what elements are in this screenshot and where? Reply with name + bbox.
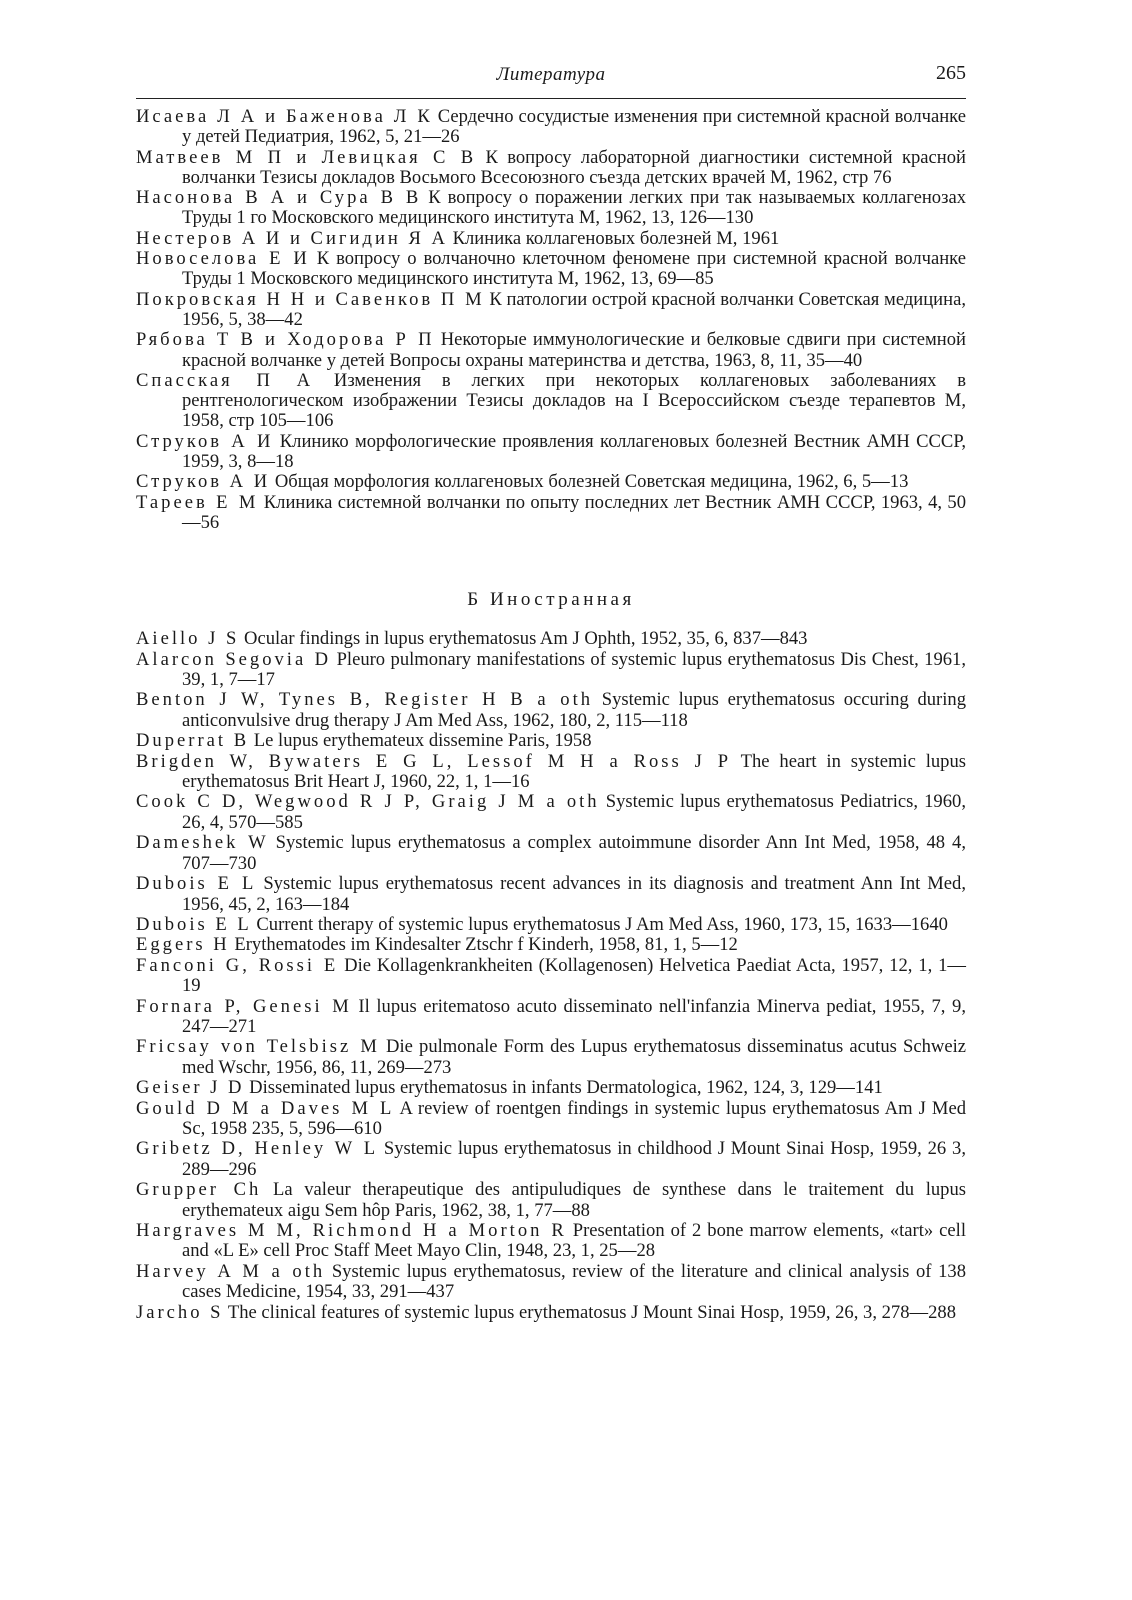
reference-entry (136, 935, 966, 955)
reference-text: Pleuro pulmonary manifestations of systemic lupus erythematosus Dis Chest, 1961, 39, 1, 7—17 (182, 648, 966, 691)
reference-entry (136, 833, 966, 874)
reference-author: Geiser J D (136, 1077, 245, 1099)
reference-author: Матвеев М П и Левицкая С В (136, 146, 477, 168)
reference-text: Ocular findings in lupus erythematosus Am J Ophth, 1952, 35, 6, 837—843 (244, 628, 808, 650)
reference-author: Cook C D, Wegwood R J P, Graig J M a oth (136, 791, 600, 813)
reference-entry (136, 1262, 966, 1303)
reference-author: Fanconi G, Rossi E (136, 954, 339, 976)
reference-entry (136, 107, 966, 148)
reference-text: Die pulmonale Form des Lupus erythematosus disseminatus acutus Schweiz med Wschr, 1956, 86, 11, 269—273 (182, 1036, 966, 1078)
reference-author: Harvey A M a oth (136, 1260, 326, 1282)
reference-entry (136, 690, 966, 731)
reference-entry (136, 792, 966, 833)
reference-text: К патологии острой красной волчанки Советская медицина, 1956, 5, 38—42 (182, 288, 966, 330)
reference-entry (136, 432, 966, 473)
reference-text: Сердечно сосудистые изменения при системной красной волчанке у детей Педиатрия, 1962, 5, 21—26 (182, 106, 967, 148)
reference-entry (136, 1099, 966, 1140)
reference-entry (136, 1078, 966, 1098)
reference-author: Eggers H (136, 934, 230, 956)
reference-entry (136, 330, 966, 371)
reference-entry (136, 752, 966, 793)
reference-text: Il lupus eritematoso acuto disseminato nell'infanzia Minerva pediat, 1955, 7, 9, 247—271 (182, 995, 966, 1037)
reference-text: Systemic lupus erythematosus in childhood J Mount Sinai Hosp, 1959, 26 3, 289—296 (182, 1138, 966, 1180)
reference-author: Рябова Т В и Ходорова Р П (136, 329, 435, 351)
reference-text: La valeur therapeutique des antipuludiques de synthese dans le traitement du lupus erythemateux aigu Sem hôp Paris, 1962, 38, 1, 77—88 (182, 1179, 966, 1221)
reference-text: Клинико морфологические проявления коллагеновых болезней Вестник АМН СССР, 1959, 3, 8—18 (182, 430, 966, 473)
reference-author: Fornara P, Genesi M (136, 995, 352, 1017)
reference-entry (136, 997, 966, 1038)
reference-author: Fricsay von Telsbisz M (136, 1036, 380, 1058)
reference-text: Клиника коллагеновых болезней М, 1961 (452, 227, 780, 249)
reference-text: Current therapy of systemic lupus erythematosus J Am Med Ass, 1960, 173, 15, 1633—1640 (256, 913, 948, 935)
reference-author: Исаева Л А и Баженова Л К (136, 106, 433, 127)
reference-text: Некоторые иммунологические и белковые сдвиги при системной красной волчанке у детей Вопросы охраны материнства и детства, 1963, 8, 11, 35—40 (182, 329, 966, 371)
reference-author: Нестеров А И и Сигидин Я А (136, 227, 448, 249)
reference-entry (136, 493, 966, 534)
reference-text: Systemic lupus erythematosus a complex autoimmune disorder Ann Int Med, 1958, 48 4, 707—730 (182, 832, 966, 874)
reference-author: Hargraves M M, Richmond H a Morton R (136, 1220, 567, 1242)
reference-text: Erythematodes im Kindesalter Ztschr f Kinderh, 1958, 81, 1, 5—12 (234, 934, 738, 956)
reference-text: Изменения в легких при некоторых коллагеновых заболеваниях в рентгенологическом изображении Тезисы докладов на I Всероссийском съезде терапевтов М, 1958, стр 105—106 (182, 369, 966, 432)
reference-text: The heart in systemic lupus erythematosus Brit Heart J, 1960, 22, 1, 1—16 (182, 750, 967, 793)
reference-entry (136, 956, 966, 997)
reference-entry (136, 472, 966, 492)
reference-entry (136, 188, 966, 229)
reference-entry (136, 1221, 966, 1262)
reference-entry (136, 1139, 966, 1180)
reference-entry (136, 249, 966, 290)
reference-author: Brigden W, Bywaters E G L, Lessof M H a Ross J P (136, 750, 732, 772)
reference-author: Gould D M a Daves M L (136, 1097, 395, 1119)
reference-author: Новоселова Е И (136, 248, 310, 270)
reference-author: Насонова В А и Сура В В (136, 187, 422, 209)
russian-references (136, 107, 966, 533)
reference-text: A review of roentgen findings in systemic lupus erythematosus Am J Med Sc, 1958 235, 5, 596—610 (182, 1097, 967, 1139)
reference-text: Le lupus erythemateux dissemine Paris, 1958 (253, 730, 592, 752)
reference-entry (136, 148, 966, 189)
reference-author: Покровская Н Н и Савенков П М (136, 288, 485, 310)
reference-author: Dubois E L (136, 913, 252, 935)
reference-entry (136, 1303, 966, 1323)
reference-text: К вопросу лабораторной диагностики системной красной волчанки Тезисы докладов Восьмого Всесоюзного съезда детских врачей М, 1962, стр 76 (182, 146, 966, 188)
reference-entry (136, 915, 966, 935)
reference-text: Общая морфология коллагеновых болезней Советская медицина, 1962, 6, 5—13 (274, 471, 909, 493)
reference-entry (136, 229, 966, 249)
reference-author: Alarcon Segovia D (136, 648, 332, 670)
reference-entry (136, 629, 966, 649)
reference-entry (136, 1180, 966, 1221)
reference-author: Струков А И (136, 430, 274, 452)
reference-text: К вопросу о волчаночно клеточном феномене при системной красной волчанке Труды 1 Московского медицинского института М, 1962, 13, 69—85 (182, 248, 966, 290)
reference-entry (136, 290, 966, 331)
bibliography-page (136, 0, 966, 1323)
reference-text: Die Kollagenkrankheiten (Kollagenosen) Helvetica Paediat Acta, 1957, 12, 1, 1—19 (182, 954, 966, 997)
reference-author: Dubois E L (136, 873, 257, 895)
reference-author: Тареев Е М (136, 491, 259, 513)
reference-author: Benton J W, Tynes B, Register H B a oth (136, 689, 594, 711)
reference-text: Disseminated lupus erythematosus in infants Dermatologica, 1962, 124, 3, 129—141 (249, 1077, 883, 1099)
reference-author: Grupper Ch (136, 1179, 262, 1201)
reference-entry (136, 1037, 966, 1078)
page-number: 265 (936, 62, 966, 84)
reference-author: Струков А И (136, 471, 271, 493)
reference-author: Dameshek W (136, 832, 269, 854)
reference-entry (136, 650, 966, 691)
reference-author: Спасская П А (136, 369, 314, 391)
reference-author: Aiello J S (136, 628, 240, 650)
foreign-references (136, 629, 966, 1323)
foreign-section-heading: Б Иностранная (467, 589, 635, 611)
reference-text: Systemic lupus erythematosus Pediatrics, 1960, 26, 4, 570—585 (182, 791, 966, 833)
reference-author: Duperrat B (136, 730, 250, 752)
page-header (136, 0, 966, 99)
reference-author: Jarcho S (136, 1301, 224, 1323)
reference-entry (136, 731, 966, 751)
reference-text: Systemic lupus erythematosus, review of the literature and clinical analysis of 138 cases Medicine, 1954, 33, 291—437 (182, 1260, 967, 1303)
running-title: Литература (496, 64, 606, 85)
reference-author: Gribetz D, Henley W L (136, 1138, 379, 1160)
reference-text: Systemic lupus erythematosus occuring during anticonvulsive drug therapy J Am Med Ass, 1962, 180, 2, 115—118 (182, 689, 967, 731)
reference-text: Systemic lupus erythematosus recent advances in its diagnosis and treatment Ann Int Med, 1956, 45, 2, 163—184 (182, 873, 966, 915)
reference-entry (136, 371, 966, 432)
reference-text: Presentation of 2 bone marrow elements, «tart» cell and «L E» cell Proc Staff Meet Mayo Clin, 1948, 23, 1, 25—28 (182, 1220, 966, 1262)
reference-entry (136, 874, 966, 915)
reference-text: The clinical features of systemic lupus erythematosus J Mount Sinai Hosp, 1959, 26, 3, 278—288 (227, 1301, 956, 1323)
reference-text: Клиника системной волчанки по опыту последних лет Вестник АМН СССР, 1963, 4, 50—56 (182, 491, 967, 533)
reference-text: К вопросу о поражении легких при так называемых коллагенозах Труды 1 го Московского медицинского института М, 1962, 13, 126—130 (182, 187, 966, 229)
